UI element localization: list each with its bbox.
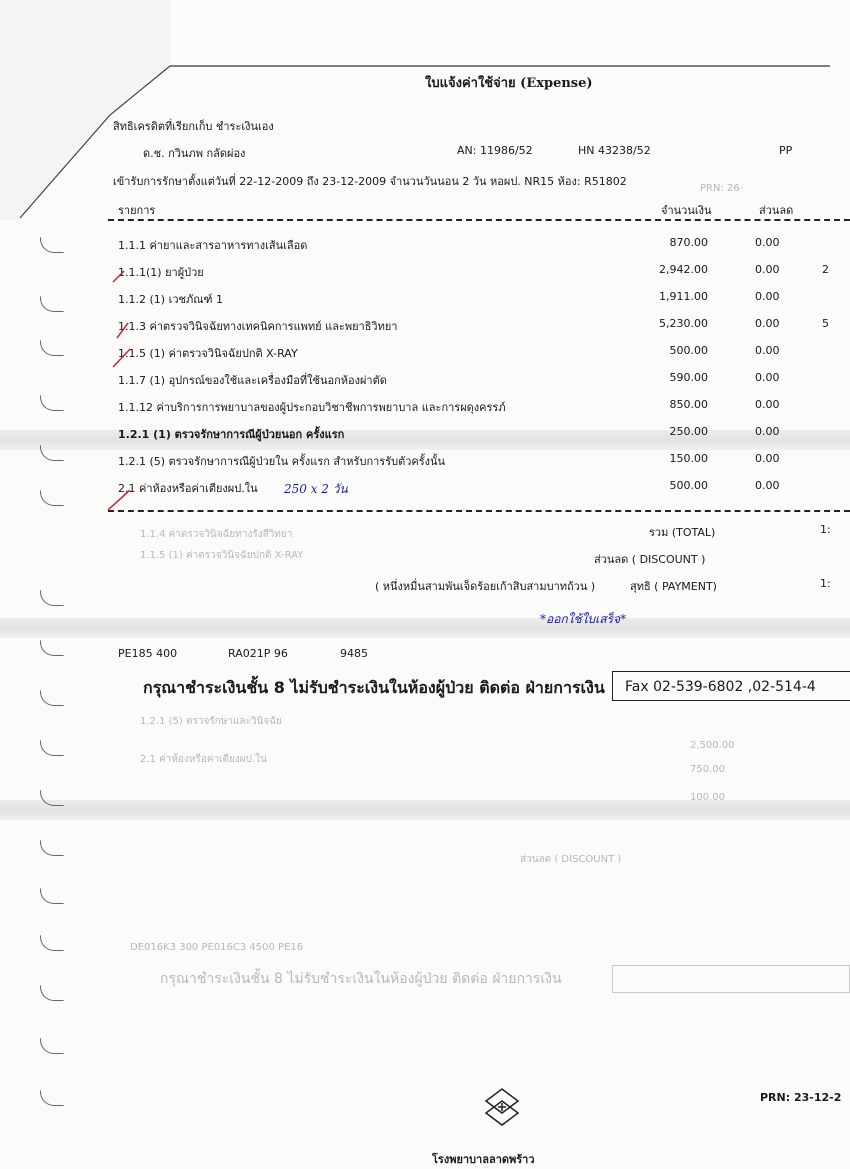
hospital-logo-icon [478,1087,526,1129]
line-item-amount: 1,911.00 [659,290,708,303]
line-item-discount: 0.00 [755,236,780,249]
bleed-through-text: 2,500.00 [690,740,735,751]
code-2: RA021P 96 [228,647,288,660]
amount-in-words: ( หนึ่งหมื่นสามพันเจ็ดร้อยเก้าสิบสามบาทถ้วน ) [375,580,596,593]
bleed-through-text: 100.00 [690,792,725,803]
line-item-label: 1.1.1(1) ยาผู้ป่วย [118,266,204,279]
payment-label: สุทธิ ( PAYMENT) [630,580,717,593]
line-item-discount: 0.00 [755,479,780,492]
bleed-through-text: 1.2.1 (5) ตรวจรักษาและวินิจฉัย [140,716,282,727]
bleed-through-text: 2.1 ค่าห้องหรือค่าเตียงผป.ใน [140,754,267,765]
bleed-through-text: PRN: 26- [700,183,744,194]
fold-band [0,618,850,638]
bleed-through-text: 750.00 [690,764,725,775]
bleed-through-text: ส่วนลด ( DISCOUNT ) [520,854,622,865]
col-item-header: รายการ [118,204,156,217]
code-1: PE185 400 [118,647,178,660]
prn-footer: PRN: 23-12-2 [760,1091,842,1104]
bleed-through-text: 1.1.5 (1) ค่าตรวจวินิจฉัยปกติ X-RAY [140,550,304,561]
bleed-through-box [612,965,850,993]
discount-label: ส่วนลด ( DISCOUNT ) [594,553,706,566]
line-item-label: 1.1.7 (1) อุปกรณ์ของใช้และเครื่องมือที่ใช้นอกห้องผ่าตัด [118,374,387,387]
hospital-name: โรงพยาบาลลาดพร้าว [432,1153,535,1166]
line-item-amount: 590.00 [669,371,708,384]
handwritten-room-note: 250 x 2 วัน [284,482,348,496]
line-item-discount: 0.00 [755,290,780,303]
handwritten-check-note: *ออกใช้ใบเสร็จ* [540,612,627,626]
line-item-amount: 500.00 [669,479,708,492]
line-item-amount: 500.00 [669,344,708,357]
hn-number: HN 43238/52 [578,144,651,157]
fax-box: Fax 02-539-6802 ,02-514-4 [612,671,850,701]
payer-type: สิทธิเครดิตที่เรียกเก็บ ชำระเงินเอง [113,120,274,133]
line-item-amount: 2,942.00 [659,263,708,276]
line-item-discount: 0.00 [755,425,780,438]
line-item-label: 1.1.1 ค่ายาและสารอาหารทางเส้นเลือด [118,239,308,252]
line-item-label: 1.1.2 (1) เวชภัณฑ์ 1 [118,293,224,306]
line-item-label: 1.1.5 (1) ค่าตรวจวินิจฉัยปกติ X-RAY [118,347,298,360]
col-discount-header: ส่วนลด [759,204,794,217]
line-item-label: 1.2.1 (1) ตรวจรักษาการณีผู้ป่วยนอก ครั้งแรก [118,428,345,441]
bleed-through-text: 1.1.4 ค่าตรวจวินิจฉัยทางรังสีวิทยา [140,529,293,540]
col-amount-header: จำนวนเงิน [661,204,712,217]
line-item-discount: 0.00 [755,398,780,411]
line-item-amount: 870.00 [669,236,708,249]
line-item-discount: 0.00 [755,452,780,465]
line-item-amount: 250.00 [669,425,708,438]
line-item-amount: 5,230.00 [659,317,708,330]
patient-name: ด.ช. กวินภพ กลัดผ่อง [143,147,246,160]
payment-value-cut: 1: [820,577,831,590]
total-label: รวม (TOTAL) [649,526,716,539]
line-item-discount: 0.00 [755,371,780,384]
document-title: ใบแจ้งค่าใช้จ่าย (Expense) [425,76,593,91]
line-item-label: 1.2.1 (5) ตรวจรักษาการณีผู้ป่วยใน ครั้งแรก สำหรับการรับตัวครั้งนั้น [118,455,446,468]
line-item-discount: 0.00 [755,263,780,276]
line-item-discount: 0.00 [755,317,780,330]
bleed-through-text: DE016K3 300 PE016C3 4500 PE16 [130,942,304,953]
pp-code: PP [779,144,793,157]
line-item-amount: 150.00 [669,452,708,465]
fold-band [0,800,850,820]
line-item-amount: 850.00 [669,398,708,411]
admission-line: เข้ารับการรักษาตั้งแต่วันที่ 22-12-2009 ถึง 23-12-2009 จำนวนวันนอน 2 วัน หอผป. NR15 ห้อง: R51802 [113,175,627,188]
line-item-label: 1.1.12 ค่าบริการการพยาบาลของผู้ประกอบวิชาชีพการพยาบาล และการผดุงครรภ์ [118,401,506,414]
line-item-label: 2.1 ค่าห้องหรือค่าเตียงผป.ใน [118,482,258,495]
line-item-label: 1.1.3 ค่าตรวจวินิจฉัยทางเทคนิคการแพทย์ และพยาธิวิทยา [118,320,398,333]
total-value-cut: 1: [820,523,831,536]
payment-notice: กรุณาชำระเงินชั้น 8 ไม่รับชำระเงินในห้องผู้ป่วย ติดต่อ ฝ่ายการเงิน [143,678,605,697]
an-number: AN: 11986/52 [457,144,533,157]
code-3: 9485 [340,647,368,660]
line-item-discount: 0.00 [755,344,780,357]
handwritten-check-marks [0,0,850,520]
line-item-net-cut: 5 [822,317,829,330]
bleed-through-text: กรุณาชำระเงินชั้น 8 ไม่รับชำระเงินในห้องผู้ป่วย ติดต่อ ฝ่ายการเงิน [160,971,562,987]
line-item-net-cut: 2 [822,263,829,276]
